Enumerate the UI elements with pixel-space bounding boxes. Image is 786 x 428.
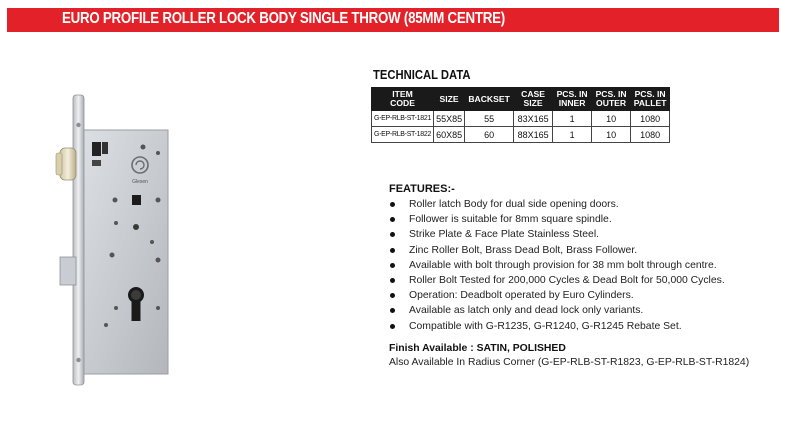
list-item: Available as latch only and dead lock only variants. (389, 303, 725, 318)
table-cell-case-size: 88X165 (514, 127, 553, 143)
bullet-icon (390, 263, 395, 268)
table-cell-item-code: G-EP-RLB-ST-1821 (372, 111, 434, 127)
list-item: Strike Plate & Face Plate Stainless Steel. (389, 227, 725, 242)
list-item: Roller Bolt Tested for 200,000 Cycles & Dead Bolt for 50,000 Cycles. (389, 273, 725, 288)
bullet-icon (390, 278, 395, 283)
header-bar (7, 8, 779, 32)
table-cell-size: 55X85 (434, 111, 465, 127)
lock-body-image (40, 90, 180, 390)
list-item: Zinc Roller Bolt, Brass Dead Bolt, Brass Follower. (389, 243, 725, 258)
table-cell-pcs-outer: 10 (592, 127, 631, 143)
column-header-pcs-pallet: PCS. IN PALLET (631, 88, 670, 111)
column-header-item-code: ITEM CODE (372, 88, 434, 111)
list-item: Roller latch Body for dual side opening doors. (389, 197, 725, 212)
column-header-pcs-inner: PCS. IN INNER (553, 88, 592, 111)
features-list (389, 197, 725, 334)
table-cell-item-code: G-EP-RLB-ST-1822 (372, 127, 434, 143)
features-title: FEATURES:- (389, 183, 455, 195)
bullet-icon (390, 232, 395, 237)
list-item: Available with bolt through provision for 38 mm bolt through centre. (389, 258, 725, 273)
table-row (372, 111, 670, 127)
table-cell-size: 60X85 (434, 127, 465, 143)
list-item: Follower is suitable for 8mm square spindle. (389, 212, 725, 227)
table-cell-pcs-inner: 1 (553, 127, 592, 143)
table-header-row (372, 88, 670, 111)
table-cell-pcs-pallet: 1080 (631, 127, 670, 143)
table-cell-case-size: 83X165 (514, 111, 553, 127)
also-available-note: Also Available In Radius Corner (G-EP-RLB-ST-R1823, G-EP-RLB-ST-R1824) (389, 357, 750, 368)
bullet-icon (390, 293, 395, 298)
table-cell-pcs-pallet: 1080 (631, 111, 670, 127)
bullet-icon (390, 248, 395, 253)
bullet-icon (390, 324, 395, 329)
bullet-icon (390, 202, 395, 207)
column-header-case-size: CASE SIZE (514, 88, 553, 111)
column-header-pcs-outer: PCS. IN OUTER (592, 88, 631, 111)
list-item: Compatible with G-R1235, G-R1240, G-R1245 Rebate Set. (389, 319, 725, 334)
technical-data-title: TECHNICAL DATA (373, 68, 471, 82)
column-header-size: SIZE (434, 88, 465, 111)
bullet-icon (390, 217, 395, 222)
table-cell-backset: 60 (465, 127, 514, 143)
table-cell-backset: 55 (465, 111, 514, 127)
page-title: EURO PROFILE ROLLER LOCK BODY SINGLE THROW (85MM CENTRE) (62, 10, 505, 27)
table-cell-pcs-outer: 10 (592, 111, 631, 127)
bullet-icon (390, 308, 395, 313)
table-cell-pcs-inner: 1 (553, 111, 592, 127)
finish-available: Finish Available : SATIN, POLISHED (389, 343, 566, 354)
column-header-backset: BACKSET (465, 88, 514, 111)
technical-data-table (371, 87, 670, 143)
table-row (372, 127, 670, 143)
list-item: Operation: Deadbolt operated by Euro Cylinders. (389, 288, 725, 303)
svg-text:Glesen: Glesen (132, 179, 148, 185)
